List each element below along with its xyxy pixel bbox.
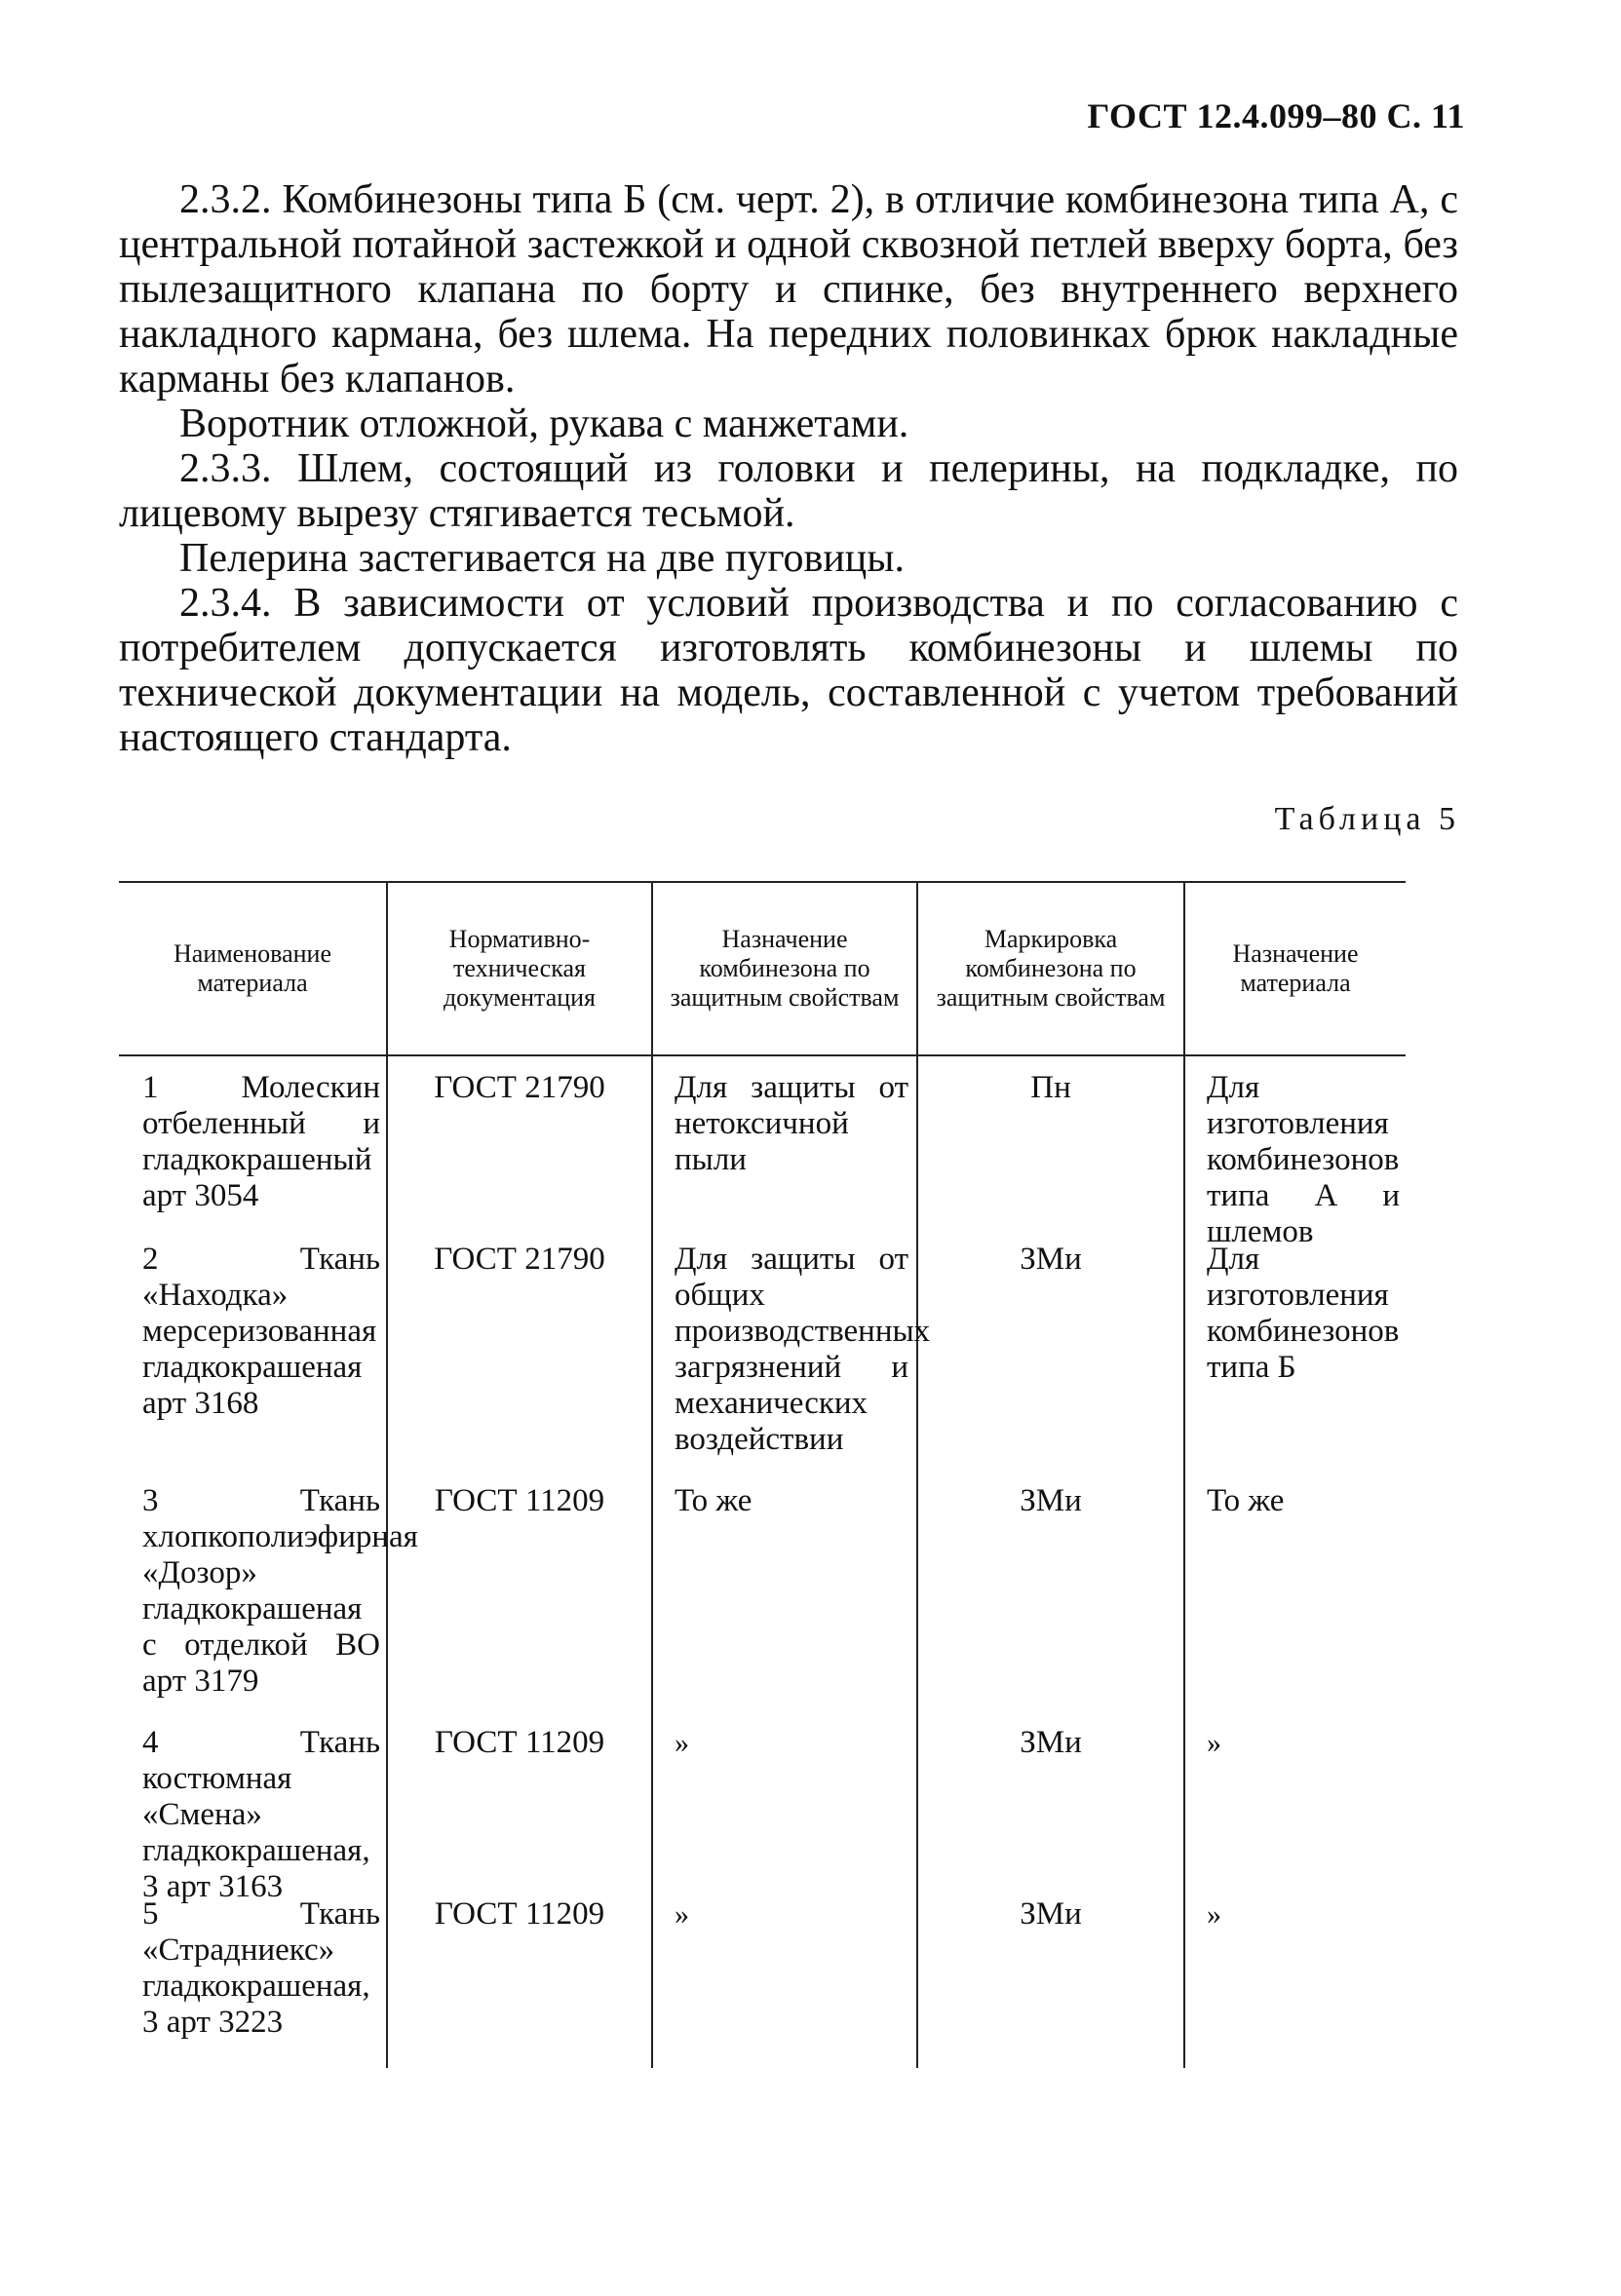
paragraph-2-3-2: 2.3.2. Комбинезоны типа Б (см. черт. 2), в отличие комбинезона типа А, с центральной потайной застежкой и одной сквозной петлей вверху борта, без пылезащитного клапана по борту и спинке, без внутреннего верхнего накладного кармана, без шлема. На передних половинках брюк накладные карманы без клапанов. <box>119 177 1458 402</box>
table-row <box>119 1056 1406 1249</box>
cell-marking: ЗМи <box>918 1883 1185 2068</box>
ditto-mark: » <box>1207 1727 1221 1759</box>
cell-material-name: 3 Ткань хлопкополиэфирная «Дозор» гладкокрашеная с отделкой ВО арт 3179 <box>119 1470 388 1713</box>
table-row <box>119 1883 1406 2068</box>
column-header-material-purpose: Назначение материала <box>1232 939 1359 997</box>
ditto-mark: » <box>675 1898 689 1931</box>
running-header: ГОСТ 12.4.099–80 С. 11 <box>1087 96 1465 135</box>
column-header-protective-purpose: Назначение комбинезона по защитным свойствам <box>653 883 918 1054</box>
table-row <box>119 1711 1406 1904</box>
ditto-mark: » <box>675 1727 689 1759</box>
materials-table <box>119 881 1406 2068</box>
cell-protective-purpose: Для защиты от общих производственных загрязнений и механических воздействии <box>653 1228 918 1472</box>
table-header-row <box>119 883 1406 1056</box>
cell-material-purpose: То же <box>1207 1483 1285 1518</box>
cell-protective-purpose: То же <box>653 1470 918 1713</box>
column-header-documentation: Нормативно-техническая документация <box>388 883 653 1054</box>
paragraph-2-3-3: 2.3.3. Шлем, состоящий из головки и пелерины, на подкладке, по лицевому вырезу стягивается тесьмой. <box>119 446 1458 536</box>
table-caption: Таблица 5 <box>1274 801 1460 837</box>
cell-documentation: ГОСТ 21790 <box>388 1228 653 1472</box>
cell-marking: ЗМи <box>918 1711 1185 1919</box>
cell-material-name: 1 Молескин отбеленный и гладкокрашеный арт 3054 <box>119 1056 388 1264</box>
cell-material-purpose <box>1185 1883 1406 2068</box>
cell-marking: ЗМи <box>918 1470 1185 1713</box>
cell-documentation: ГОСТ 11209 <box>388 1711 653 1919</box>
cell-marking: ЗМи <box>918 1228 1185 1472</box>
cell-documentation: ГОСТ 21790 <box>388 1056 653 1264</box>
table-row <box>119 1228 1406 1470</box>
cell-protective-purpose <box>653 1883 918 2068</box>
column-header-material-name: Наименование материала <box>119 883 388 1054</box>
paragraph-cape: Пелерина застегивается на две пуговицы. <box>179 536 906 581</box>
cell-material-name: 5 Ткань «Страдниекс» гладкокрашеная, 3 арт 3223 <box>119 1883 388 2068</box>
cell-material-purpose: Для изготовления комбинезонов типа А и шлемов <box>1207 1070 1400 1249</box>
paragraph-2-3-4: 2.3.4. В зависимости от условий производства и по согласованию с потребителем допускается изготовлять комбинезоны и шлемы по технической документации на модель, составленной с учетом требований настоящего стандарта. <box>119 581 1458 760</box>
cell-documentation: ГОСТ 11209 <box>388 1883 653 2068</box>
ditto-mark: » <box>1207 1898 1221 1931</box>
cell-material-name: 2 Ткань «Находка» мерсеризованная гладкокрашеная арт 3168 <box>119 1228 388 1472</box>
cell-material-name: 4 Ткань костюмная «Смена» гладкокрашеная, 3 арт 3163 <box>119 1711 388 1919</box>
paragraph-collar: Воротник отложной, рукава с манжетами. <box>179 402 909 446</box>
cell-marking: Пн <box>918 1056 1185 1264</box>
cell-protective-purpose: Для защиты от нетоксичной пыли <box>653 1056 918 1264</box>
cell-documentation: ГОСТ 11209 <box>388 1470 653 1713</box>
cell-material-purpose: Для изготовления комбинезонов типа Б <box>1207 1242 1400 1385</box>
table-row <box>119 1470 1406 1711</box>
column-header-marking: Маркировка комбинезона по защитным свойствам <box>918 883 1185 1054</box>
body-text <box>119 177 1458 760</box>
